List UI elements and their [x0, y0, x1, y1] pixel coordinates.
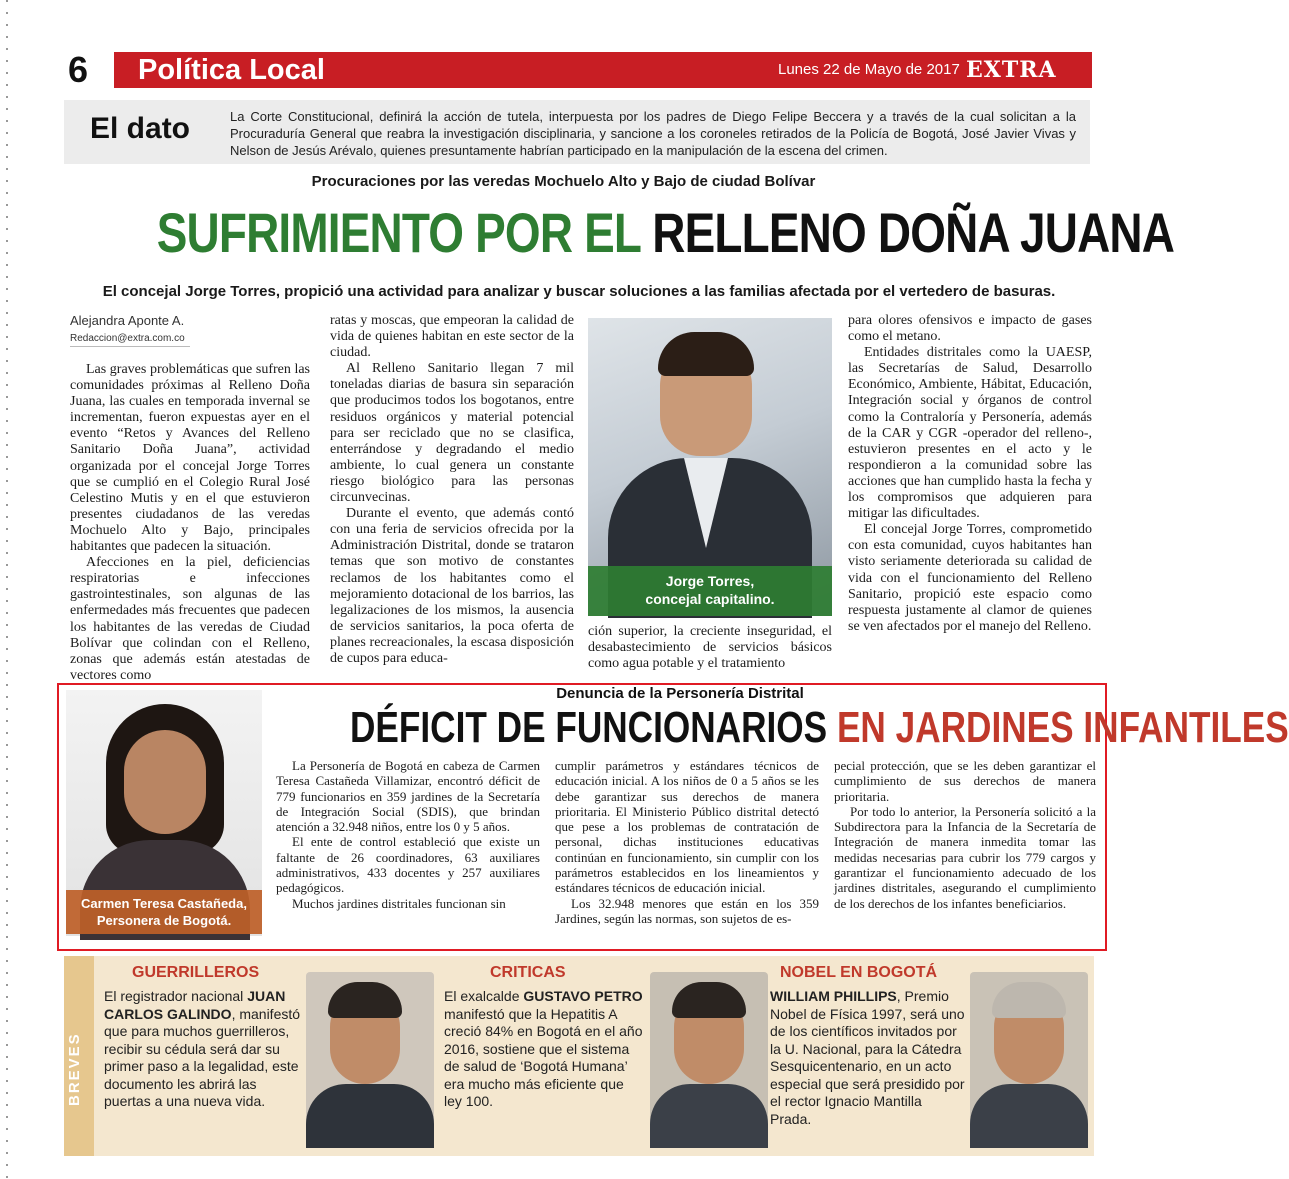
article2-column-3 [834, 758, 1096, 911]
caption-line-2: Personera de Bogotá. [96, 913, 232, 928]
article2-headline [350, 700, 1289, 756]
brief-text-guerrilleros [104, 988, 304, 1111]
photo-hair-shape [992, 982, 1066, 1018]
photo-hair-shape [328, 982, 402, 1018]
paragraph: El ente de control estableció que existe un faltante de 26 coordinadores, 63 auxiliares administrativos, 433 docentes y 257 auxiliares pedagógicos. [276, 834, 540, 896]
brief-text-bold: WILLIAM PHILLIPS [770, 988, 897, 1004]
brief-text-post: , Premio Nobel de Física 1997, será uno de los científicos invitados por la U. Nacional, para la Cátedra Sesquicentenario, en un acto especial que será presidido por el rector Ignacio Mantilla Prada. [770, 988, 965, 1127]
section-title: Política Local [138, 54, 325, 86]
photo-body-shape [306, 1084, 434, 1148]
jorge-torres-caption [588, 566, 832, 616]
brief-text-post: , manifestó que para muchos guerrilleros, recibir su cédula será dar su primer paso a la legalidad, este documento les abrirá las puertas a una nueva vida. [104, 1005, 301, 1109]
breves-tab [64, 956, 94, 1156]
brief-title-nobel: NOBEL EN BOGOTÁ [780, 964, 938, 981]
paragraph: Al Relleno Sanitario llegan 7 mil toneladas diarias de basura sin separación que producimos todos los bogotanos, entre residuos orgánicos y material potencial para ser reciclado que no se clasifica, enterrándose y degradando el medio ambiente, lo cual genera un constante riesgo biológico para las personas circunvecinas. [330, 361, 574, 506]
article1-email: Redaccion@extra.com.co [70, 333, 190, 347]
article1-subhead: El concejal Jorge Torres, propició una actividad para analizar y buscar soluciones a las familias afectada por el vertedero de basuras. [102, 283, 1056, 300]
photo-body-shape [970, 1084, 1088, 1148]
paragraph: Por todo lo anterior, la Personería solicitó a la Subdirectora para la Infancia de la Secretaría de Integración de manera inmedita tomar las medidas necesarias para cubrir los 779 cargos y garantizar el funcionamiento adecuado de los jardines distritales, asegurando el cumplimiento de los derechos de los infantes beneficiarios. [834, 803, 1096, 911]
paragraph: Muchos jardines distritales funcionan sin [292, 895, 506, 911]
breves-section [64, 956, 1094, 1156]
article1-column-3 [588, 624, 832, 672]
carmen-castaneda-photo [66, 690, 262, 936]
photo-face-shape [124, 730, 206, 834]
jorge-torres-photo [588, 318, 832, 616]
page-number: 6 [68, 49, 89, 90]
paragraph: Los 32.948 menores que están en los 359 Jardines, según las normas, son sujetos de es- [555, 895, 819, 926]
brief-text-bold: JUAN CARLOS GALINDO [104, 988, 286, 1022]
photo-hair-shape [658, 332, 754, 376]
caption-line-2: concejal capitalino. [645, 591, 775, 607]
article1-headline-part2: RELLENO DOÑA JUANA [652, 201, 1175, 264]
article1-headline-part1: SUFRIMIENTO POR EL [156, 201, 641, 264]
paragraph: Entidades distritales como la UAESP, las Secretarías de Salud, Desarrollo Económico, Ambiente, Hábitat, Educación, Integración social y órganos de control como la Contraloría y Personería, además de la CAR y CGR -operador del relleno-, estuvieron presentes en el acto y le respondieron a la comunidad sobre las acciones que han cumplido hasta la fecha y los compromisos que adquieren para mitigar las dificultades. [848, 345, 1092, 522]
carmen-castaneda-caption [66, 890, 262, 934]
brief-text-bold: GUSTAVO PETRO [523, 988, 643, 1004]
section-band [114, 52, 1092, 88]
brief-title-guerrilleros: GUERRILLEROS [132, 964, 260, 981]
brief-text-criticas [444, 988, 644, 1111]
breves-label: BREVES [66, 1032, 83, 1106]
phillips-photo [970, 972, 1088, 1148]
article1-headline [156, 196, 1175, 270]
article2-kicker: Denuncia de la Personería Distrital [556, 685, 804, 702]
el-dato-label: El dato [90, 112, 191, 145]
issue-date: Lunes 22 de Mayo de 2017 [778, 61, 960, 78]
el-dato-box [64, 100, 1090, 164]
paragraph: La Personería de Bogotá en cabeza de Carmen Teresa Castañeda Villamizar, encontró déficit de 779 funcionarios en 359 jardines de la Secretaría de Integración Social (SDIS), que brindan atención a 32.948 niños, entre los 0 y 5 años. [276, 758, 540, 835]
brief-title-criticas: CRITICAS [490, 964, 566, 981]
page-header [62, 50, 1092, 90]
photo-body-shape [650, 1084, 768, 1148]
paragraph: cumplir parámetros y estándares técnicos de educación inicial. A los niños de 0 a 5 años se les debe garantizar sus derechos de manera prioritaria. El Ministerio Público distrital detectó que pese a los problemas de contratación de personal, dichas instituciones educativas continúan en funcionamiento, sin cumplir con los parámetros establecidos en los lineamientos y estándares técnicos de educación inicial. [555, 758, 819, 896]
article1-column-4 [848, 313, 1092, 635]
caption-line-1: Carmen Teresa Castañeda, [81, 896, 247, 911]
article1-column-2 [330, 313, 574, 667]
el-dato-text: La Corte Constitucional, definirá la acción de tutela, interpuesta por los padres de Diego Felipe Beccera y a través de la cual solicitan a la Procuraduría General que reabra la investigación disciplinaria, y sancione a los coroneles retirados de la Policía de Bogotá, José Javier Vivas y Nelson de Jesús Arévalo, quienes presuntamente habrían participado en la manipulación de la escena del crimen. [230, 109, 1076, 158]
paragraph: Afecciones en la piel, deficiencias respiratorias e infecciones gastrointestinales, son algunas de las enfermedades más frecuentes que padecen los habitantes de las veredas de Ciudad Bolívar que colindan con el Relleno, zonas que además están atestadas de vectores como [70, 555, 310, 683]
article2-headline-part1: DÉFICIT DE FUNCIONARIOS [350, 703, 828, 752]
brief-text-post: manifestó que la Hepatitis A creció 84% en Bogotá en el año 2016, sostiene que el sistema de salud de ‘Bogotá Humana’ era mucho más eficiente que ley 100. [444, 1005, 643, 1109]
article1-author: Alejandra Aponte A. [70, 313, 185, 328]
brief-text-nobel [770, 988, 966, 1128]
registrador-photo [306, 972, 434, 1148]
article2-column-1 [276, 758, 540, 911]
article2-column-2 [555, 758, 819, 926]
paragraph: El concejal Jorge Torres, comprometido con esta comunidad, cuyos habitantes han visto seriamente deteriorada su calidad de vida con el funcionamiento del Relleno Sanitario, propició este espacio como respuesta justamente al clamor de quienes se ven afectados por el manejo del Relleno. [848, 522, 1092, 634]
paragraph: Las graves problemáticas que sufren las comunidades próximas al Relleno Doña Juana, las cuales en temporada invernal se incrementan, fueron expuestas ayer en el evento “Retos y Avances del Relleno Sanitario Doña Juana”, actividad organizada por el concejal Jorge Torres que se cumplió en el Colegio Rural José Celestino Mutis y en el que estuvieron presentes ciudadanos de las veredas Mochuelo Alto y Bajo, principales habitantes que padecen la situación. [70, 362, 310, 555]
paragraph: Durante el evento, que además contó con una feria de servicios ofrecida por la Administración Distrital, donde se trataron temas que son motivo de constantes reclamos de los habitantes como el mejoramiento dotacional de los barrios, las legalizaciones de los mismos, la ausencia de servicios sanitarios, la poca oferta de planes recreacionales, la escasa disposición de cupos para educa- [330, 506, 574, 666]
paragraph: pecial protección, que se les deben garantizar el cumplimiento de sus derechos de manera prioritaria. [834, 758, 1096, 804]
article2-headline-part2: EN JARDINES INFANTILES [836, 703, 1289, 752]
article1-kicker: Procuraciones por las veredas Mochuelo Alto y Bajo de ciudad Bolívar [311, 173, 816, 190]
paragraph: para olores ofensivos e impacto de gases como el metano. [848, 313, 1092, 345]
newspaper-logo: EXTRA [966, 57, 1057, 83]
petro-photo [650, 972, 768, 1148]
caption-line-1: Jorge Torres, [665, 573, 755, 589]
paragraph: ratas y moscas, que empeoran la calidad de vida de quienes habitan en este sector de la ciudad. [330, 313, 574, 361]
brief-text-pre: El exalcalde [444, 988, 524, 1004]
article1-column-1 [70, 362, 310, 684]
paragraph: ción superior, la creciente inseguridad, el desabastecimiento de servicios básicos como agua potable y el tratamiento [588, 624, 832, 672]
photo-hair-shape [672, 982, 746, 1018]
brief-text-pre: El registrador nacional [104, 988, 248, 1004]
